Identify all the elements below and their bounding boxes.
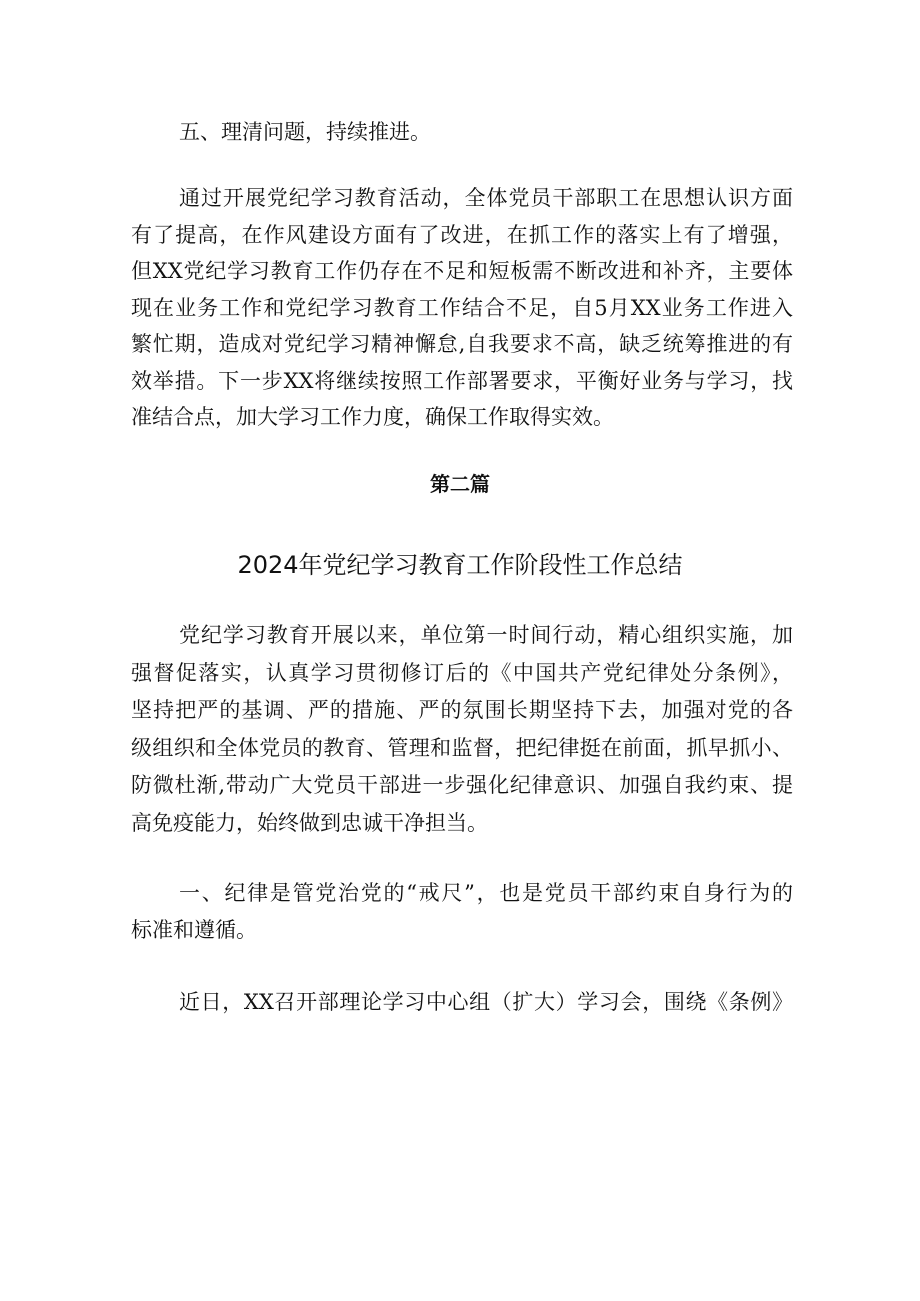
paragraph-line: 通过开展党纪学习教育活动，全体党员干部职工在思想认识方面 <box>179 186 793 210</box>
paragraph-line: 防微杜渐,带动广大党员干部进一步强化纪律意识、加强自我约束、提 <box>131 773 793 797</box>
paragraph-line: 有了提高，在作风建设方面有了改进，在抓工作的落实上有了增强， <box>131 223 793 247</box>
point-heading-line: 标准和遵循。 <box>131 918 257 942</box>
paragraph-line: 级组织和全体党员的教育、管理和监督，把纪律挺在前面，抓早抓小、 <box>131 736 793 760</box>
paragraph-line: 党纪学习教育开展以来，单位第一时间行动，精心组织实施，加 <box>179 623 793 647</box>
paragraph-line: 高免疫能力，始终做到忠诚干净担当。 <box>131 811 488 835</box>
paragraph-line: 效举措。下一步XX将继续按照工作部署要求，平衡好业务与学习，找 <box>131 369 793 393</box>
paragraph-line: 现在业务工作和党纪学习教育工作结合不足，自5月XX业务工作进入 <box>131 296 793 320</box>
paragraph-line: 坚持把严的基调、严的措施、严的氛围长期坚持下去，加强对党的各 <box>131 698 793 722</box>
paragraph-line: 繁忙期，造成对党纪学习精神懈怠,自我要求不高，缺乏统筹推进的有 <box>131 332 793 356</box>
section-heading-five: 五、理清问题，持续推进。 <box>179 120 431 144</box>
point-heading-line: 一、纪律是管党治党的“戒尺”，也是党员干部约束自身行为的 <box>179 881 793 905</box>
section-label: 第二篇 <box>430 472 490 496</box>
paragraph-line: 但XX党纪学习教育工作仍存在不足和短板需不断改进和补齐，主要体 <box>131 259 793 283</box>
paragraph-line: 强督促落实，认真学习贯彻修订后的《中国共产党纪律处分条例》， <box>131 661 793 685</box>
paragraph-line: 准结合点，加大学习工作力度，确保工作取得实效。 <box>131 405 614 429</box>
document-title: 2024年党纪学习教育工作阶段性工作总结 <box>237 551 683 579</box>
paragraph-line: 近日，XX召开部理论学习中心组（扩大）学习会，围绕《条例》 <box>179 990 793 1014</box>
